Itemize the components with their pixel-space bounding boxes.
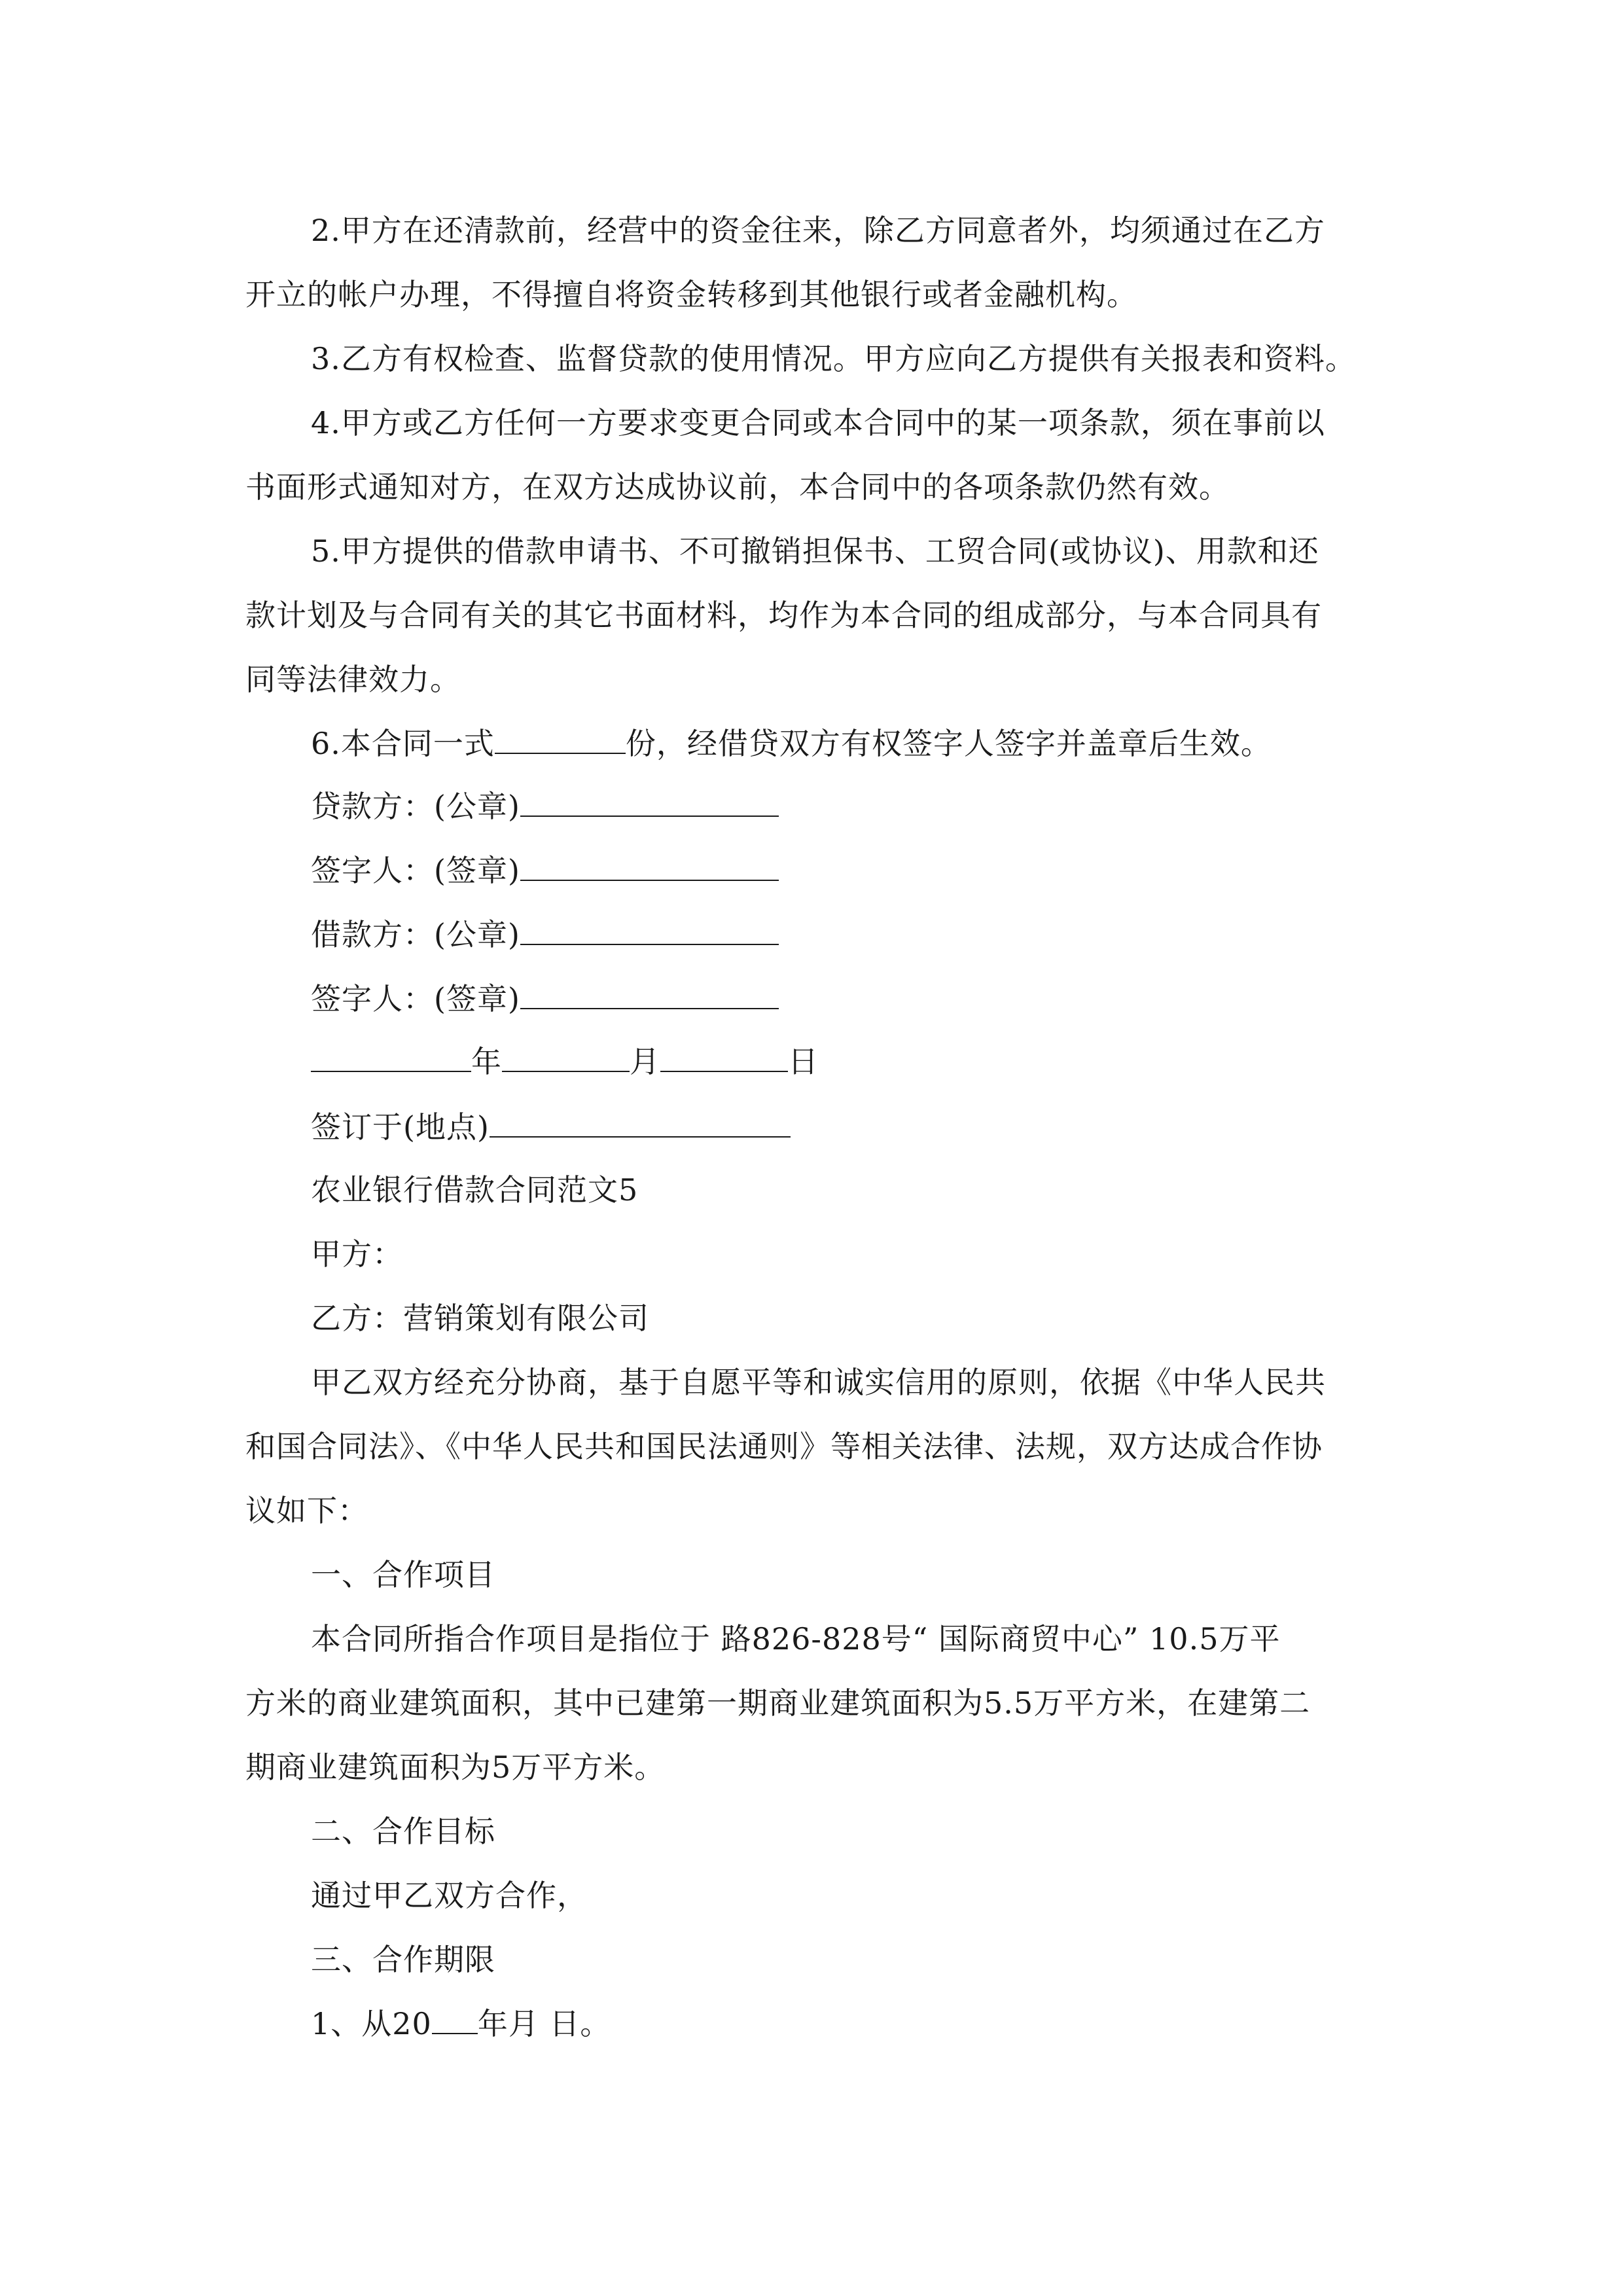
lender-signer-line <box>520 850 779 881</box>
section-2-heading: 二、合作目标 <box>311 1814 495 1849</box>
lender-seal-line <box>520 785 779 817</box>
day-blank <box>660 1042 788 1072</box>
year-blank <box>311 1042 471 1072</box>
place-line <box>490 1106 791 1138</box>
clause-2-line-2: 开立的帐户办理，不得擅自将资金转移到其他银行或者金融机构。 <box>245 277 1137 312</box>
section-3-item-1 <box>311 2004 611 2043</box>
clause-2-line-1: 2.甲方在还清款前，经营中的资金往来，除乙方同意者外，均须通过在乙方 <box>311 213 1325 248</box>
section-1-line-2: 方米的商业建筑面积，其中已建第一期商业建筑面积为5.5万平方米，在建第二 <box>245 1685 1311 1721</box>
lender-signer-row <box>311 850 779 890</box>
place-row <box>311 1106 791 1147</box>
borrower-seal-row <box>311 914 779 954</box>
clause-6-line <box>311 724 1272 763</box>
intro-line-2: 和国合同法》、《中华人民共和国民法通则》等相关法律、法规，双方达成合作协 <box>245 1429 1323 1464</box>
clause-6-prefix: 6.本合同一式 <box>311 726 495 761</box>
clause-4-line-2: 书面形式通知对方，在双方达成协议前，本合同中的各项条款仍然有效。 <box>245 469 1230 505</box>
clause-5-line-1: 5.甲方提供的借款申请书、不可撤销担保书、工贸合同(或协议)、用款和还 <box>311 533 1319 569</box>
clause-4-line-1: 4.甲方或乙方任何一方要求变更合同或本合同中的某一项条款，须在事前以 <box>311 405 1325 440</box>
clause-5-line-3: 同等法律效力。 <box>245 662 461 697</box>
intro-line-3: 议如下： <box>245 1493 368 1528</box>
section-2-line-1: 通过甲乙双方合作， <box>311 1878 588 1913</box>
borrower-signer-row <box>311 978 779 1018</box>
place-label: 签订于(地点) <box>311 1109 490 1145</box>
section-3-heading: 三、合作期限 <box>311 1942 495 1977</box>
clause-3-line-1: 3.乙方有权检查、监督贷款的使用情况。甲方应向乙方提供有关报表和资料。 <box>311 341 1356 376</box>
party-a: 甲方： <box>311 1236 403 1272</box>
section-1-line-1: 本合同所指合作项目是指位于 路826-828号“ 国际商贸中心” 10.5万平 <box>311 1621 1281 1657</box>
clause-6-suffix: 份，经借贷双方有权签字人签字并盖章后生效。 <box>625 726 1272 761</box>
borrower-seal-line <box>520 914 779 945</box>
year-suffix-blank <box>432 2004 478 2034</box>
date-row <box>311 1042 819 1081</box>
day-label: 日 <box>788 1044 819 1079</box>
clause-5-line-2: 款计划及与合同有关的其它书面材料，均作为本合同的组成部分，与本合同具有 <box>245 598 1322 633</box>
intro-line-1: 甲乙双方经充分协商，基于自愿平等和诚实信用的原则，依据《中华人民共 <box>311 1365 1326 1400</box>
copies-blank <box>495 724 626 754</box>
month-label: 月 <box>630 1044 660 1079</box>
lender-label: 贷款方：(公章) <box>311 789 520 824</box>
section-3-item-1-prefix: 1、从20 <box>311 2006 432 2041</box>
party-b: 乙方：营销策划有限公司 <box>311 1300 649 1336</box>
borrower-label: 借款方：(公章) <box>311 917 520 952</box>
section-1-line-3: 期商业建筑面积为5万平方米。 <box>245 1749 666 1785</box>
borrower-signer-label: 签字人：(签章) <box>311 981 520 1016</box>
month-blank <box>502 1042 630 1072</box>
lender-seal-row <box>311 785 779 826</box>
section-3-item-1-suffix: 年月 日。 <box>477 2006 611 2041</box>
borrower-signer-line <box>520 978 779 1009</box>
lender-signer-label: 签字人：(签章) <box>311 853 520 888</box>
section-1-heading: 一、合作项目 <box>311 1557 495 1592</box>
year-label: 年 <box>471 1044 502 1079</box>
sample-5-title: 农业银行借款合同范文5 <box>311 1172 639 1208</box>
